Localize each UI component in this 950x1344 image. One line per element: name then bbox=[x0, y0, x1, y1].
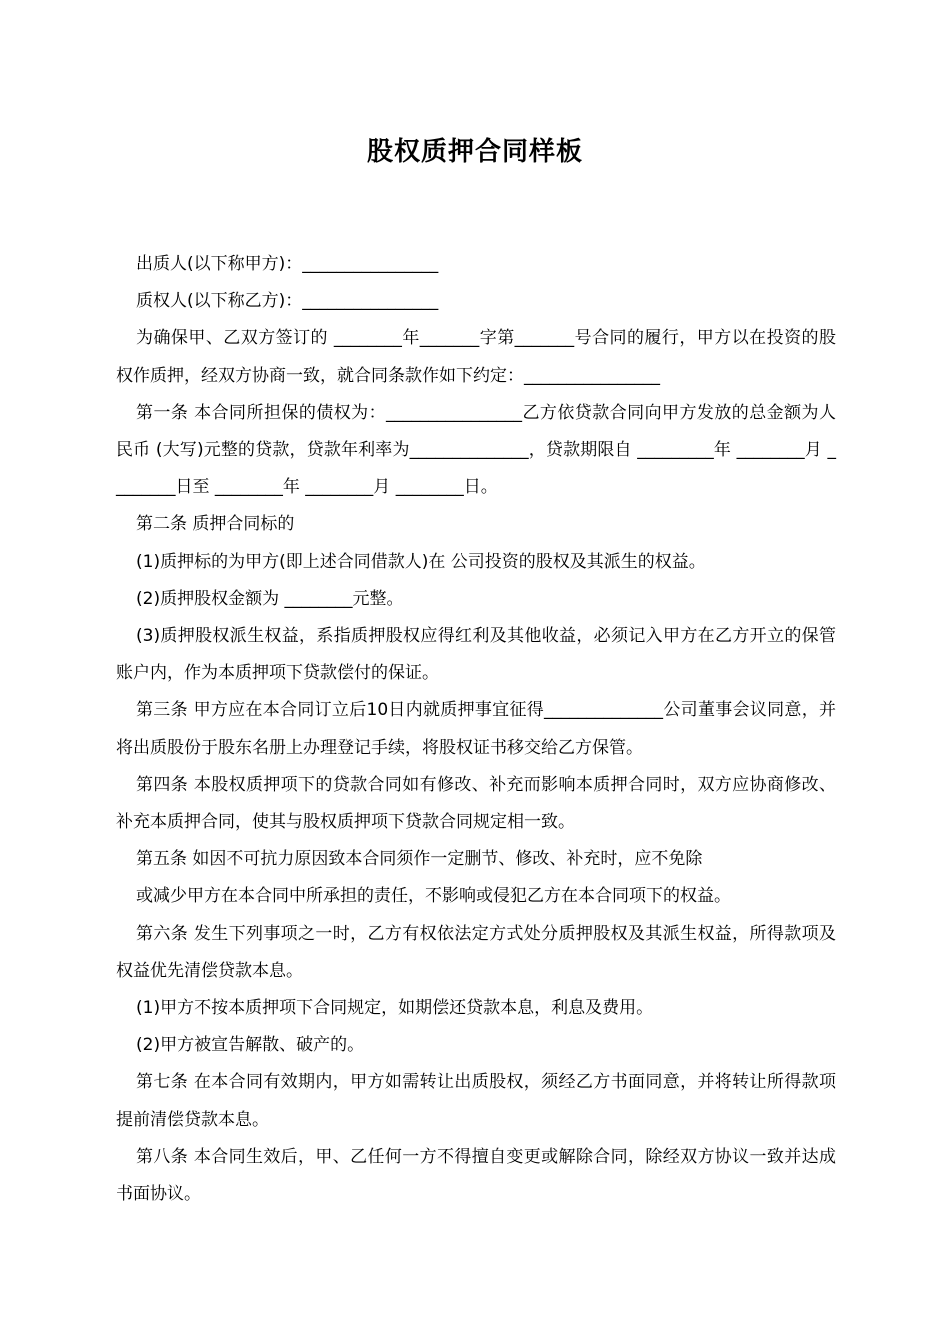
paragraph-article-1: 第一条 本合同所担保的债权为：________________乙方依贷款合同向甲方发放的总金额为人民币 (大写)元整的贷款，贷款年利率为______________，贷款期限自 _________年 ________月 ________日至 ________年 ________月 ________日。 bbox=[116, 402, 836, 498]
paragraph-article-4: 第四条 本股权质押项下的贷款合同如有修改、补充而影响本质押合同时，双方应协商修改、补充本质押合同，使其与股权质押项下贷款合同规定相一致。 bbox=[116, 774, 836, 833]
paragraph-article-8: 第八条 本合同生效后，甲、乙任何一方不得擅自变更或解除合同，除经双方协议一致并达成书面协议。 bbox=[116, 1146, 836, 1205]
paragraph-preamble: 为确保甲、乙双方签订的 ________年_______字第_______号合同的履行，甲方以在投资的股权作质押，经双方协商一致，就合同条款作如下约定：________________ bbox=[116, 328, 836, 386]
paragraph-article-6-item-1: (1)甲方不按本质押项下合同规定，如期偿还贷款本息，利息及费用。 bbox=[136, 998, 654, 1019]
paragraph-article-3: 第三条 甲方应在本合同订立后10日内就质押事宜征得______________公司董事会议同意，并将出质股份于股东名册上办理登记手续，将股权证书移交给乙方保管。 bbox=[116, 700, 836, 758]
paragraph-pledgee: 质权人(以下称乙方)：________________ bbox=[136, 291, 439, 312]
paragraph-article-2-item-1: (1)质押标的为甲方(即上述合同借款人)在 公司投资的股权及其派生的权益。 bbox=[136, 551, 706, 572]
paragraph-article-6-item-2: (2)甲方被宣告解散、破产的。 bbox=[136, 1035, 365, 1056]
paragraph-pledgor: 出质人(以下称甲方)：________________ bbox=[136, 254, 439, 274]
paragraph-article-7: 第七条 在本合同有效期内，甲方如需转让出质股权，须经乙方书面同意，并将转让所得款项提前清偿贷款本息。 bbox=[116, 1072, 836, 1130]
paragraph-article-2-item-3: (3)质押股权派生权益，系指质押股权应得红利及其他收益，必须记入甲方在乙方开立的保管账户内，作为本质押项下贷款偿付的保证。 bbox=[116, 626, 836, 684]
paragraph-article-5-cont: 或减少甲方在本合同中所承担的责任，不影响或侵犯乙方在本合同项下的权益。 bbox=[136, 886, 731, 907]
paragraph-article-6: 第六条 发生下列事项之一时，乙方有权依法定方式处分质押股权及其派生权益，所得款项及权益优先清偿贷款本息。 bbox=[116, 923, 836, 981]
paragraph-article-2: 第二条 质押合同标的 bbox=[136, 514, 295, 535]
document-body bbox=[116, 246, 836, 1213]
paragraph-article-5: 第五条 如因不可抗力原因致本合同须作一定删节、修改、补充时，应不免除 bbox=[136, 849, 703, 870]
document-title: 股权质押合同样板 bbox=[366, 137, 583, 167]
paragraph-article-2-item-2: (2)质押股权金额为 ________元整。 bbox=[136, 588, 404, 609]
